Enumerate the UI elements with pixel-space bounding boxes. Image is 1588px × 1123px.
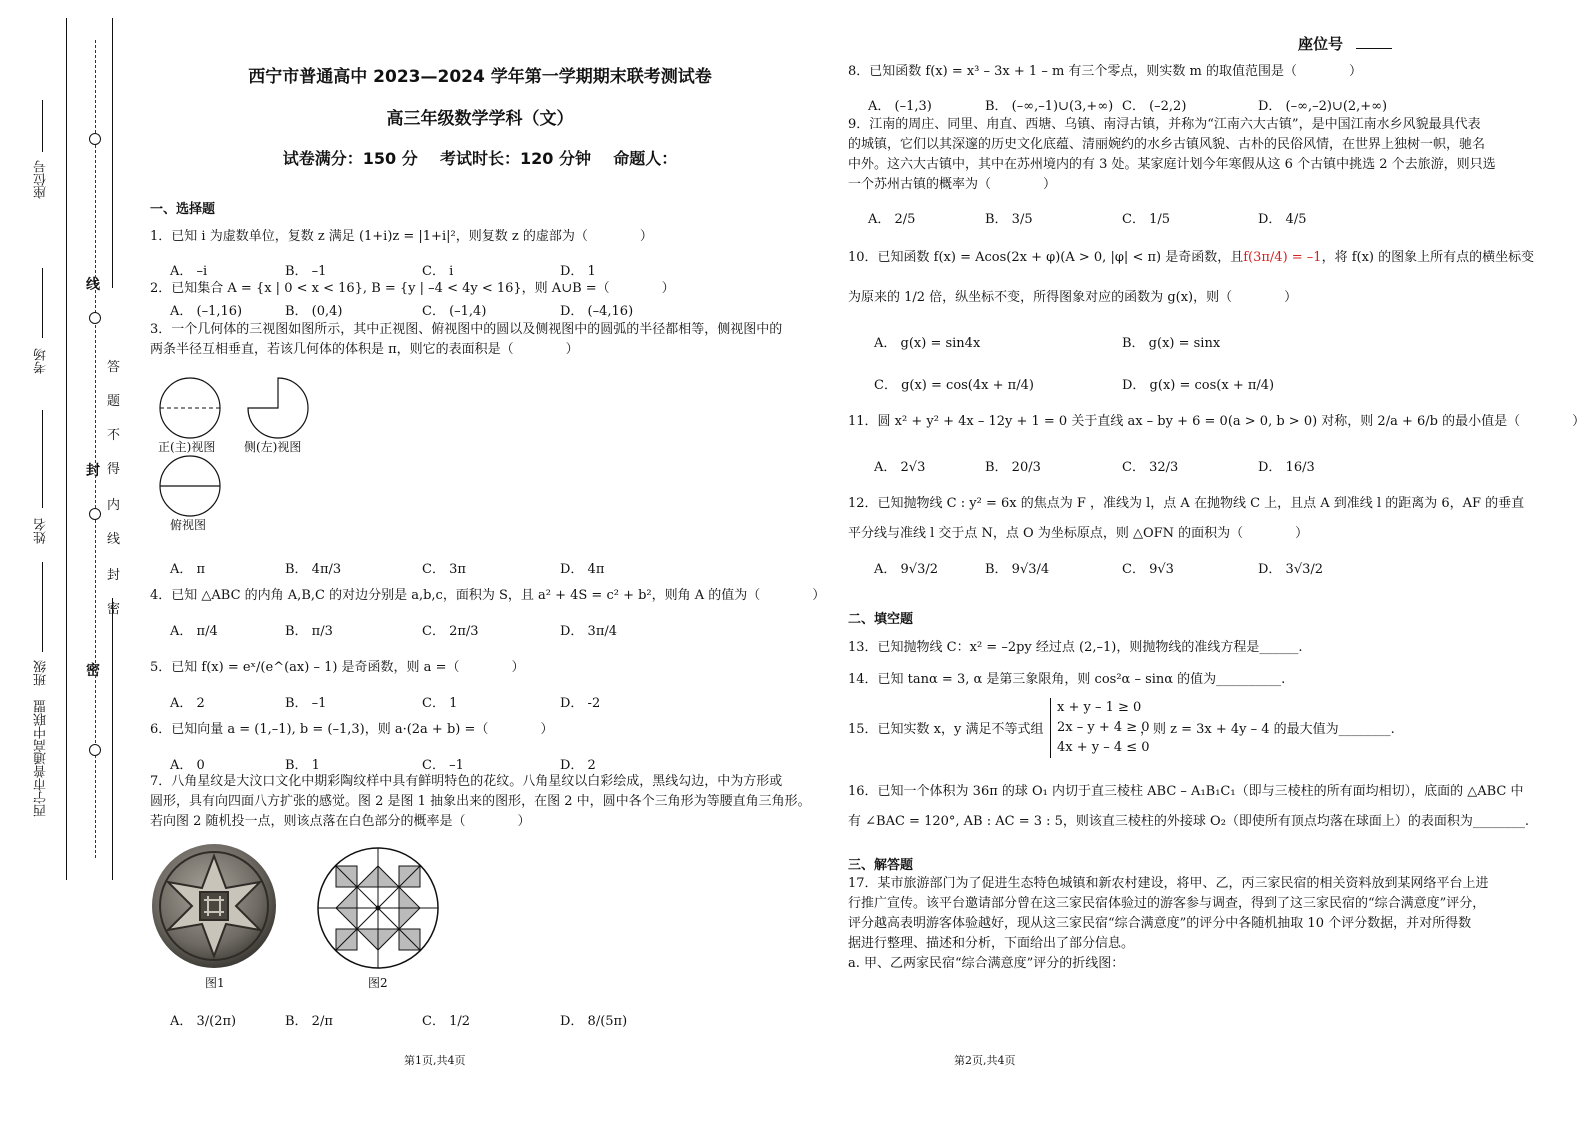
option-b: B． (0,4) (285, 304, 343, 319)
option-c: C． 1/2 (422, 1014, 471, 1029)
question-9-line-4: 一个苏州古镇的概率为（ ） (848, 177, 1057, 192)
exam-info: 试卷满分：150 分 考试时长：120 分钟 命题人： (282, 149, 678, 168)
question-1: 1．已知 i 为虚数单位，复数 z 满足 (1+i)z = |1+i|²，则复数 z 的虚部为（ ） (150, 229, 653, 244)
option-d: D． 4π (560, 562, 605, 577)
seat-number-header-label: 座位号 (1298, 35, 1344, 53)
question-10-red-condition: f(3π/4) = –1 (1243, 250, 1322, 265)
figure-2-label: 图2 (368, 976, 388, 990)
option-b: B． –1 (285, 696, 327, 711)
option-b: B． –1 (285, 264, 327, 279)
option-a: A． g(x) = sin4x (874, 336, 981, 351)
option-b: B． g(x) = sinx (1122, 336, 1221, 351)
side-view-label: 侧(左)视图 (244, 440, 302, 454)
question-17-line-3: 评分越高表明游客体验越好，现从这三家民宿“综合满意度”的评分中各随机抽取 10 个评分数据，并对所得数 (848, 916, 1472, 931)
option-d: D． 3π/4 (560, 624, 618, 639)
section-solve: 三、解答题 (848, 858, 914, 873)
seal-char: 封 (107, 568, 121, 583)
seal-char: 内 (107, 498, 121, 513)
page-subtitle: 高三年级数学学科（文） (386, 109, 574, 129)
seal-char: 密 (107, 602, 121, 617)
option-b: B． 1 (285, 758, 320, 773)
option-c: C． 3π (422, 562, 466, 577)
option-d: D． (–4,16) (560, 304, 634, 319)
question-17-line-2: 行推广宣传。该平台邀请部分曾在这三家民宿体验过的游客参与调查，得到了这三家民宿的“综合满意度”评分， (848, 896, 1486, 911)
question-7-line-3: 若向图 2 随机投一点，则该点落在白色部分的概率是（ ） (150, 814, 531, 829)
question-15-system (1050, 698, 1150, 758)
question-2: 2．已知集合 A = {x | 0 < x < 16}, B = {y | –4 < 4y < 16}，则 A∪B =（ ） (150, 281, 675, 296)
option-c: C． 9√3 (1122, 562, 1174, 577)
exam-room-blank (42, 268, 43, 338)
option-a: A． 2 (170, 696, 205, 711)
question-10-line-1 (848, 248, 1534, 268)
option-a: A． –i (170, 264, 208, 279)
option-b: B． π/3 (285, 624, 333, 639)
seat-number-blank (42, 100, 43, 152)
question-6: 6．已知向量 a = (1,–1), b = (–1,3)，则 a·(2a + b) =（ ） (150, 722, 554, 737)
question-10-text-b: ，将 f(x) 的图象上所有点的横坐标变 (1321, 250, 1535, 265)
section-fill: 二、填空题 (848, 612, 914, 627)
seal-char: 答 (107, 360, 121, 375)
question-3-line-2: 两条半径互相垂直，若该几何体的体积是 π，则它的表面积是（ ） (150, 342, 579, 357)
top-view-label: 俯视图 (170, 518, 207, 532)
question-12-line-2: 平分线与准线 l 交于点 N，点 O 为坐标原点，则 △OFN 的面积为（ ） (848, 526, 1309, 541)
option-c: C． 32/3 (1122, 460, 1179, 475)
option-c: C． (–1,4) (422, 304, 487, 319)
name-blank (42, 410, 43, 508)
option-a: A． 9√3/2 (874, 562, 938, 577)
option-c: C． 1/5 (1122, 212, 1171, 227)
option-d: D． 8/(5π) (560, 1014, 628, 1029)
binding-circle-mark (89, 744, 101, 756)
section-choice: 一、选择题 (150, 202, 216, 217)
seal-char: 不 (107, 428, 121, 443)
seal-dash-line (95, 40, 96, 858)
option-d: D． 2 (560, 758, 596, 773)
option-b: B． (–∞,–1)∪(3,+∞) (985, 99, 1114, 114)
class-label: 班级 (34, 660, 49, 686)
school-alliance-label: 西宁市普通高中联盟 (34, 700, 49, 817)
option-c: C． g(x) = cos(4x + π/4) (874, 378, 1034, 393)
option-a: A． (–1,3) (868, 99, 932, 114)
question-14: 14．已知 tanα = 3, α 是第三象限角，则 cos²α – sinα 的值为__________. (848, 672, 1286, 687)
footer-page-1: 第1页,共4页 (404, 1054, 466, 1067)
name-label: 姓名 (34, 518, 49, 544)
binding-circle-mark (89, 508, 101, 520)
front-view-label: 正(主)视图 (158, 440, 216, 454)
option-a: A． 2√3 (874, 460, 926, 475)
option-c: C． 2π/3 (422, 624, 479, 639)
seal-char: 线 (107, 532, 121, 547)
question-15-text-b: ，则 z = 3x + 4y – 4 的最大值为________. (1140, 722, 1395, 737)
binding-circle-mark (89, 133, 101, 145)
seat-number-label: 座位号 (34, 160, 49, 199)
question-15-text-a: 15．已知实数 x，y 满足不等式组 (848, 722, 1044, 737)
seal-char: 题 (107, 394, 121, 409)
class-blank (42, 562, 43, 652)
option-a: A． π/4 (170, 624, 218, 639)
question-10-line-2: 为原来的 1/2 倍，纵坐标不变，所得图象对应的函数为 g(x)，则（ ） (848, 290, 1298, 305)
question-7-line-1: 7．八角星纹是大汶口文化中期彩陶纹样中具有鲜明特色的花纹。八角星纹以白彩绘成，黑线勾边，中为方形或 (150, 774, 783, 789)
option-a: A． π (170, 562, 206, 577)
question-8: 8．已知函数 f(x) = x³ – 3x + 1 – m 有三个零点，则实数 m 的取值范围是（ ） (848, 64, 1363, 79)
inner-binding-line-bottom (112, 598, 113, 880)
option-d: D． g(x) = cos(x + π/4) (1122, 378, 1275, 393)
question-13: 13．已知抛物线 C：x² = –2py 经过点 (2,–1)，则抛物线的准线方程是______. (848, 640, 1303, 655)
three-view-figure (150, 370, 330, 540)
outer-binding-line (66, 18, 67, 880)
option-c: C． –1 (422, 758, 464, 773)
seal-char: 得 (107, 462, 121, 477)
option-d: D． 3√3/2 (1258, 562, 1324, 577)
option-d: D． 4/5 (1258, 212, 1307, 227)
option-a: A． 3/(2π) (170, 1014, 237, 1029)
question-4: 4．已知 △ABC 的内角 A,B,C 的对边分别是 a,b,c，面积为 S，且 a² + 4S = c² + b²，则角 A 的值为（ ） (150, 588, 826, 603)
option-b: B． 2/π (285, 1014, 333, 1029)
question-9-line-3: 中外。这六大古镇中，其中在苏州境内的有 3 处。某家庭计划今年寒假从这 6 个古镇中挑选 2 个去旅游，则只选 (848, 157, 1496, 172)
option-d: D． (–∞,–2)∪(2,+∞) (1258, 99, 1388, 114)
exam-room-label: 考场 (34, 348, 49, 374)
question-9-line-2: 的城镇，它们以其深邃的历史文化底蕴、清丽婉约的水乡古镇风貌、古朴的民俗风情，在世界上独树一帜，驰名 (848, 137, 1486, 152)
seat-number-header-blank[interactable] (1356, 48, 1392, 49)
question-9-line-1: 9．江南的周庄、同里、甪直、西塘、乌镇、南浔古镇，并称为“江南六大古镇”，是中国江南水乡风貌最具代表 (848, 117, 1481, 132)
question-17-line-4: 据进行整理、描述和分析，下面给出了部分信息。 (848, 936, 1135, 951)
binding-mark-seal: 封 (86, 463, 100, 479)
option-a: A． 0 (170, 758, 205, 773)
option-a: A． 2/5 (868, 212, 916, 227)
question-3-line-1: 3．一个几何体的三视图如图所示，其中正视图、俯视图中的圆以及侧视图中的圆弧的半径都相等，侧视图中的 (150, 322, 783, 337)
question-16-line-2: 有 ∠BAC = 120°, AB : AC = 3 : 5，则该直三棱柱的外接球 O₂（即使所有顶点均落在球面上）的表面积为________. (848, 814, 1530, 829)
seat-number-header (1298, 33, 1392, 54)
question-11: 11．圆 x² + y² + 4x – 12y + 1 = 0 关于直线 ax – by + 6 = 0(a > 0, b > 0) 对称，则 2/a + 6/b 的最小值是（ ） (848, 414, 1586, 429)
footer-page-2: 第2页,共4页 (954, 1054, 1016, 1067)
question-10-text-a: 10．已知函数 f(x) = Acos(2x + φ)(A > 0, |φ| < π) 是奇函数，且 (848, 250, 1244, 265)
question-16-line-1: 16．已知一个体积为 36π 的球 O₁ 内切于直三棱柱 ABC – A₁B₁C₁（即与三棱柱的所有面均相切），底面的 △ABC 中 (848, 784, 1524, 799)
question-7-line-2: 圆形，具有向四面八方扩张的感觉。图 2 是图 1 抽象出来的图形，在图 2 中，圆中各个三角形为等腰直角三角形。 (150, 794, 811, 809)
inequality-1: x + y – 1 ≥ 0 (1057, 700, 1142, 715)
page-title: 西宁市普通高中 2023—2024 学年第一学期期末联考测试卷 (248, 67, 712, 87)
inequality-2: 2x – y + 4 ≥ 0 (1057, 720, 1150, 735)
pottery-star-photo (150, 842, 280, 972)
side-view-arc (248, 378, 308, 438)
option-c: C． 1 (422, 696, 458, 711)
question-17-line-1: 17．某市旅游部门为了促进生态特色城镇和新农村建设，将甲、乙，丙三家民宿的相关资料放到某网络平台上进 (848, 876, 1489, 891)
option-c: C． i (422, 264, 454, 279)
option-b: B． 4π/3 (285, 562, 342, 577)
question-5: 5．已知 f(x) = eˣ/(e^(ax) – 1) 是奇函数，则 a =（ ） (150, 660, 525, 675)
question-17-line-5: a. 甲、乙两家民宿“综合满意度”评分的折线图： (848, 956, 1125, 971)
option-a: A． (–1,16) (170, 304, 243, 319)
binding-mark-line: 线 (86, 277, 100, 293)
option-b: B． 20/3 (985, 460, 1041, 475)
inequality-3: 4x + y – 4 ≤ 0 (1057, 740, 1150, 755)
question-12-line-1: 12．已知抛物线 C : y² = 6x 的焦点为 F ，准线为 l，点 A 在抛物线 C 上，且点 A 到准线 l 的距离为 6，AF 的垂直 (848, 496, 1525, 511)
figure-1-label: 图1 (205, 976, 225, 990)
option-d: D． 1 (560, 264, 596, 279)
option-d: D． 16/3 (1258, 460, 1315, 475)
eight-star-geometric-figure (315, 845, 441, 971)
inner-binding-line-top (112, 18, 113, 288)
option-b: B． 9√3/4 (985, 562, 1050, 577)
option-d: D． -2 (560, 696, 601, 711)
binding-circle-mark (89, 312, 101, 324)
binding-mark-secret: 密 (86, 663, 100, 679)
option-c: C． (–2,2) (1122, 99, 1187, 114)
option-b: B． 3/5 (985, 212, 1033, 227)
